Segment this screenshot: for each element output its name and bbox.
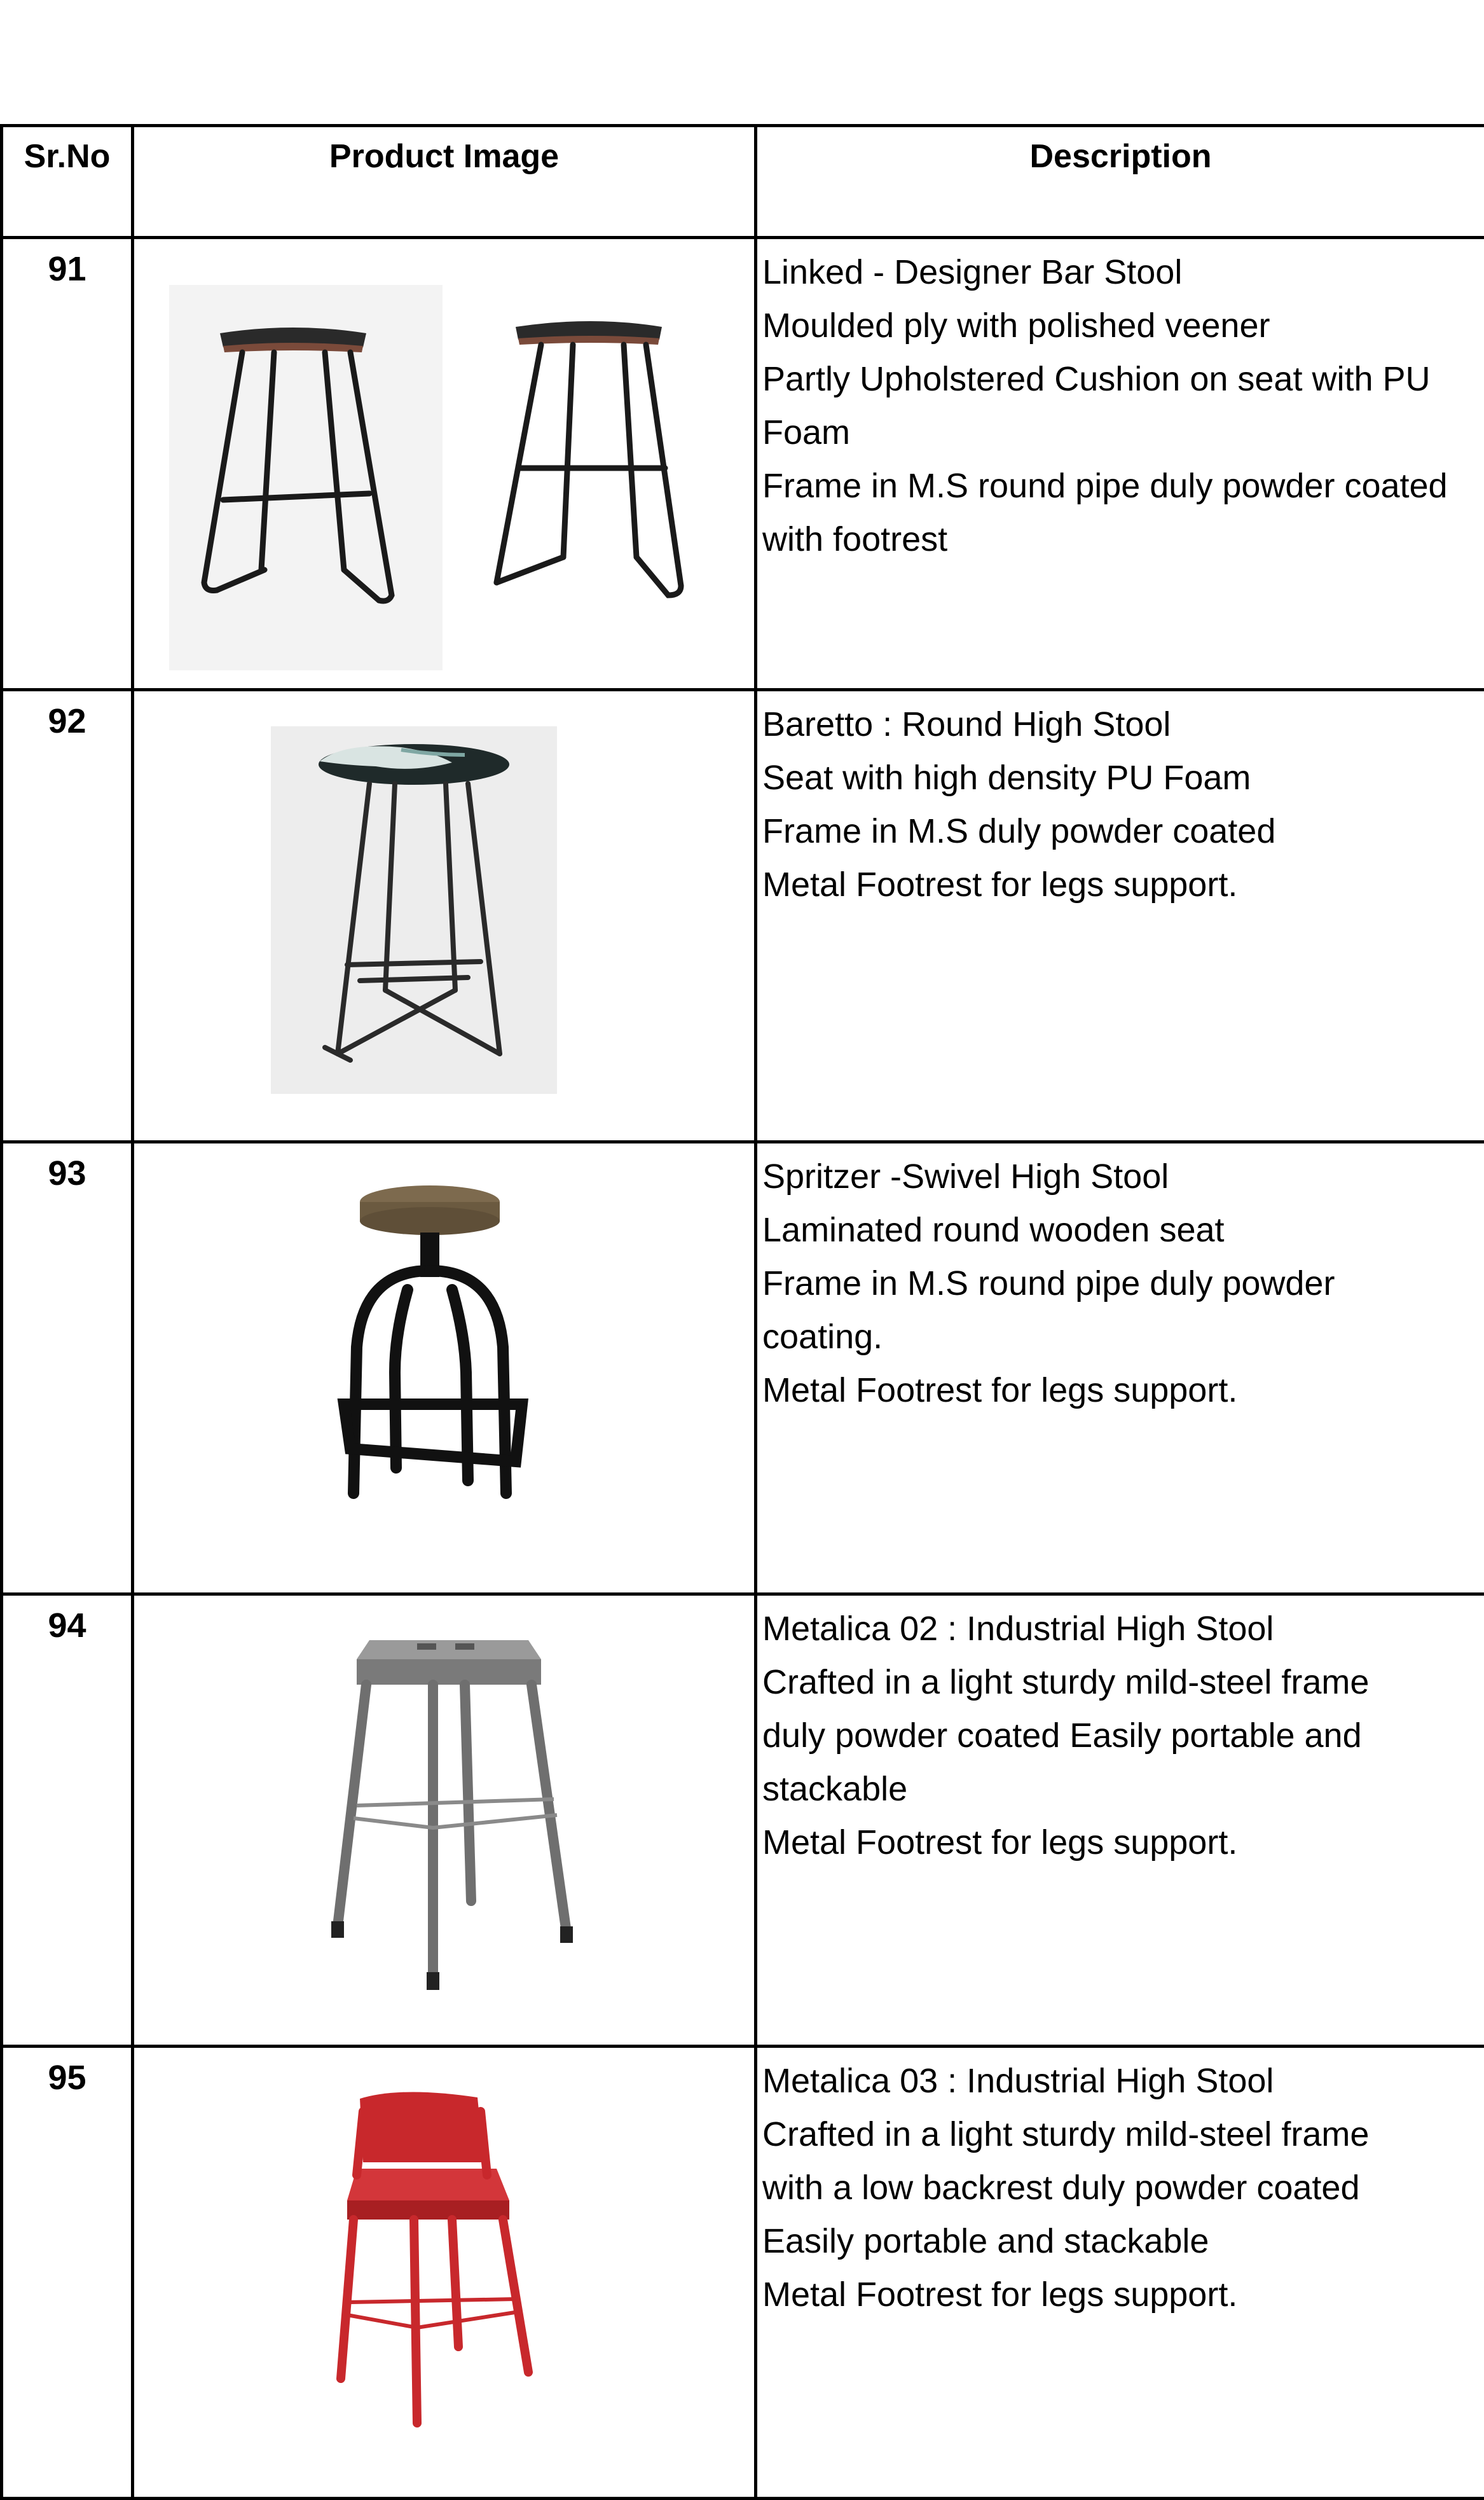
product-image-cell — [133, 1142, 756, 1594]
header-product-image: Product Image — [133, 126, 756, 238]
round-high-stool-icon — [134, 691, 757, 1130]
description-line: Laminated round wooden seat — [762, 1203, 1484, 1257]
description-line: Crafted in a light sturdy mild-steel frame — [762, 2108, 1484, 2161]
description-line: Seat with high density PU Foam — [762, 751, 1484, 805]
description-line: Linked - Designer Bar Stool — [762, 245, 1484, 299]
bar-stool-pair-icon — [134, 239, 757, 678]
product-description — [756, 2047, 1484, 2499]
description-line: Spritzer -Swivel High Stool — [762, 1150, 1484, 1203]
product-image-cell — [133, 690, 756, 1142]
sr-number: 95 — [2, 2047, 133, 2499]
product-description — [756, 690, 1484, 1142]
table-row — [2, 1594, 1484, 2047]
description-line: Frame in M.S duly powder coated — [762, 805, 1484, 858]
product-description — [756, 238, 1484, 690]
header-sr-no: Sr.No — [2, 126, 133, 238]
description-line: Metalica 03 : Industrial High Stool — [762, 2054, 1484, 2108]
table-row — [2, 690, 1484, 1142]
header-description: Description — [756, 126, 1484, 238]
description-line: Partly Upholstered Cushion on seat with PU — [762, 352, 1484, 406]
product-image-cell — [133, 1594, 756, 2047]
description-line: stackable — [762, 1762, 1484, 1816]
description-line: Frame in M.S round pipe duly powder coated — [762, 459, 1484, 513]
backrest-stool-icon — [134, 2048, 757, 2487]
product-table — [0, 124, 1484, 2500]
product-description — [756, 1142, 1484, 1594]
description-line: Moulded ply with polished veener — [762, 299, 1484, 352]
table-header-row — [2, 126, 1484, 238]
table-row — [2, 1142, 1484, 1594]
product-image-cell — [133, 238, 756, 690]
table-row — [2, 238, 1484, 690]
description-line: Crafted in a light sturdy mild-steel frame — [762, 1655, 1484, 1709]
description-line: with a low backrest duly powder coated — [762, 2161, 1484, 2214]
description-line: Metal Footrest for legs support. — [762, 858, 1484, 911]
description-line: Easily portable and stackable — [762, 2214, 1484, 2268]
description-line: Metal Footrest for legs support. — [762, 1364, 1484, 1417]
table-row — [2, 2047, 1484, 2499]
description-line: coating. — [762, 1310, 1484, 1364]
swivel-stool-icon — [134, 1143, 757, 1582]
description-line: Baretto : Round High Stool — [762, 698, 1484, 751]
sr-number: 91 — [2, 238, 133, 690]
description-line: Metal Footrest for legs support. — [762, 2268, 1484, 2321]
description-line: Frame in M.S round pipe duly powder — [762, 1257, 1484, 1310]
sr-number: 94 — [2, 1594, 133, 2047]
description-line: Metalica 02 : Industrial High Stool — [762, 1602, 1484, 1655]
product-description — [756, 1594, 1484, 2047]
sr-number: 93 — [2, 1142, 133, 1594]
description-line: with footrest — [762, 513, 1484, 566]
description-line: Foam — [762, 406, 1484, 459]
description-line: Metal Footrest for legs support. — [762, 1816, 1484, 1869]
industrial-stool-icon — [134, 1596, 757, 2034]
description-line: duly powder coated Easily portable and — [762, 1709, 1484, 1762]
sr-number: 92 — [2, 690, 133, 1142]
product-image-cell — [133, 2047, 756, 2499]
